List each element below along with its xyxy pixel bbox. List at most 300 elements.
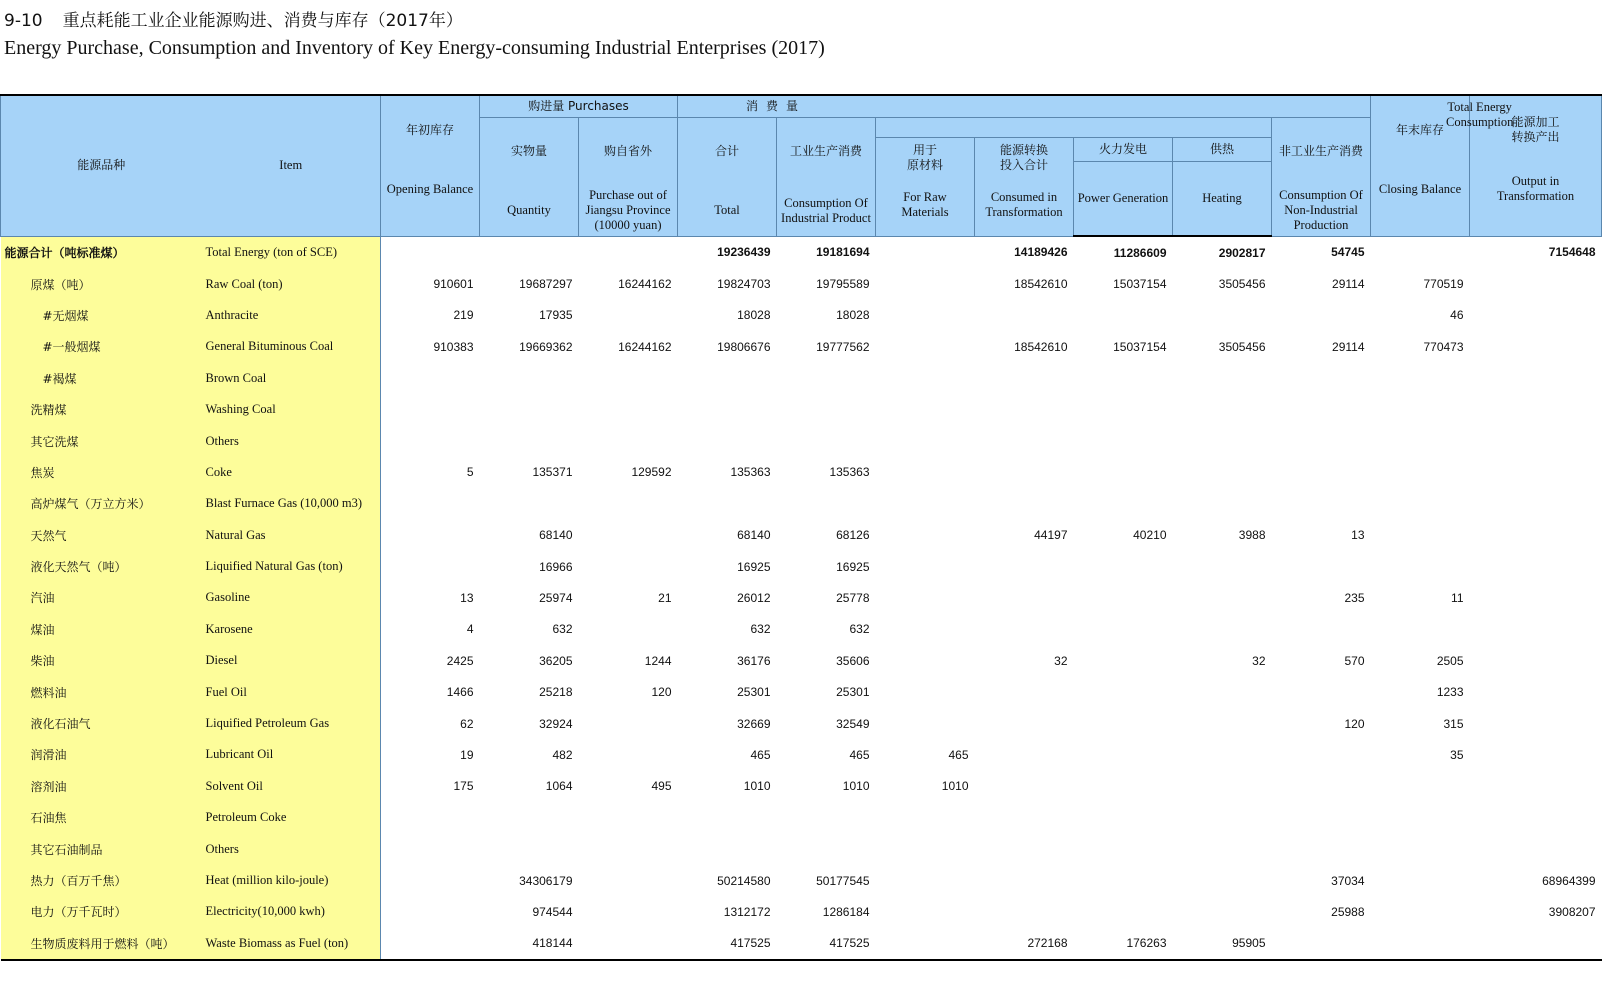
table-row	[1, 268, 1602, 299]
value-cell	[1173, 582, 1272, 613]
value-cell	[975, 739, 1074, 770]
value-cell	[1074, 551, 1173, 582]
row-label-en: Karosene	[202, 614, 381, 645]
header-industrial-cn: 工业生产消费	[789, 144, 862, 158]
value-cell: 32924	[539, 716, 573, 731]
value-cell	[1272, 488, 1371, 519]
value-cell: 19236439	[717, 245, 771, 260]
value-cell: 2425	[446, 653, 474, 668]
value-cell	[1173, 833, 1272, 864]
table-row	[1, 488, 1602, 519]
value-cell	[1470, 802, 1602, 833]
value-cell	[381, 802, 480, 833]
value-cell	[381, 896, 480, 927]
value-cell	[1173, 676, 1272, 707]
value-cell: 1010	[743, 779, 771, 794]
value-cell: 16966	[539, 559, 573, 574]
row-label-cn: 天然气	[1, 520, 202, 551]
value-cell: 482	[552, 747, 573, 762]
row-label-cn: 生物质废料用于燃料（吨）	[1, 928, 202, 960]
row-label-cn: 焦炭	[1, 457, 202, 488]
value-cell	[1470, 708, 1602, 739]
value-cell	[1371, 425, 1470, 456]
value-cell: 770519	[1423, 277, 1464, 292]
value-cell: 129592	[631, 465, 672, 480]
row-label-cn: #一般烟煤	[1, 331, 202, 362]
row-label-en: General Bituminous Coal	[202, 331, 381, 362]
header-nonind-cn: 非工业生产消费	[1279, 144, 1364, 158]
value-cell	[1173, 488, 1272, 519]
value-cell: 120	[651, 685, 672, 700]
value-cell	[1371, 928, 1470, 960]
value-cell	[579, 739, 678, 770]
value-cell	[975, 425, 1074, 456]
value-cell	[1470, 551, 1602, 582]
value-cell	[1074, 457, 1173, 488]
header-outside-cn: 购自省外	[603, 144, 652, 158]
value-cell: 18542610	[1014, 277, 1068, 292]
row-label-en: Liquified Natural Gas (ton)	[202, 551, 381, 582]
table-row	[1, 520, 1602, 551]
value-cell	[1470, 739, 1602, 770]
value-cell: 910601	[433, 277, 474, 292]
row-label-en: Others	[202, 833, 381, 864]
value-cell	[1173, 896, 1272, 927]
value-cell	[975, 394, 1074, 425]
value-cell	[381, 394, 480, 425]
row-label-en: Brown Coal	[202, 363, 381, 394]
value-cell	[381, 425, 480, 456]
row-label-en: Lubricant Oil	[202, 739, 381, 770]
value-cell	[1074, 865, 1173, 896]
value-cell	[381, 236, 480, 268]
value-cell: 25301	[836, 685, 870, 700]
value-cell: 120	[1344, 716, 1365, 731]
value-cell: 219	[453, 308, 474, 323]
value-cell	[381, 520, 480, 551]
table-row	[1, 457, 1602, 488]
value-cell	[876, 551, 975, 582]
value-cell	[1173, 457, 1272, 488]
header-industrial-en2: Industrial Product	[781, 210, 871, 225]
value-cell	[579, 300, 678, 331]
row-label-en: Petroleum Coke	[202, 802, 381, 833]
value-cell	[480, 488, 579, 519]
header-outside-en1: Purchase out of	[589, 188, 667, 202]
value-cell	[480, 802, 579, 833]
header-quantity-en: Quantity	[507, 203, 551, 217]
value-cell: 1312172	[723, 904, 771, 919]
table-number: 9-10	[4, 11, 43, 31]
header-transform-cn2: 投入合计	[999, 157, 1048, 172]
value-cell	[975, 896, 1074, 927]
value-cell	[975, 802, 1074, 833]
row-label-en: Natural Gas	[202, 520, 381, 551]
value-cell	[579, 865, 678, 896]
table-row	[1, 425, 1602, 456]
value-cell: 44197	[1034, 528, 1068, 543]
row-label-cn: #无烟煤	[1, 300, 202, 331]
row-label-en: Waste Biomass as Fuel (ton)	[202, 928, 381, 960]
value-cell	[678, 394, 777, 425]
value-cell	[876, 488, 975, 519]
header-heating: Heating	[1173, 161, 1272, 236]
value-cell: 19824703	[717, 277, 771, 292]
row-label-cn: 液化天然气（吨）	[1, 551, 202, 582]
value-cell	[1371, 771, 1470, 802]
header-raw-en2: Materials	[901, 204, 949, 219]
table-row	[1, 708, 1602, 739]
value-cell	[1371, 236, 1470, 268]
value-cell	[1074, 300, 1173, 331]
row-label-en: Electricity(10,000 kwh)	[202, 896, 381, 927]
value-cell: 18028	[836, 308, 870, 323]
value-cell: 11286609	[1113, 245, 1167, 260]
header-heating-cn: 供热	[1173, 137, 1272, 161]
value-cell: 7154648	[1548, 245, 1596, 260]
header-nonind-en3: Production	[1293, 218, 1349, 232]
row-label-cn: 溶剂油	[1, 771, 202, 802]
value-cell: 4	[466, 622, 474, 637]
value-cell: 17935	[539, 308, 573, 323]
header-power-generation: Power Generation	[1074, 161, 1173, 236]
row-label-cn: 热力（百万千焦）	[1, 865, 202, 896]
header-industrial-en1: Consumption Of	[784, 195, 868, 210]
row-label-en: Diesel	[202, 645, 381, 676]
value-cell	[1173, 300, 1272, 331]
row-label-cn: 电力（万千瓦时）	[1, 896, 202, 927]
table-row	[1, 394, 1602, 425]
value-cell	[1173, 771, 1272, 802]
table-title-en: Energy Purchase, Consumption and Inventory of Key Energy-consuming Industrial Enterprises (2017)	[4, 37, 825, 59]
value-cell: 19687297	[519, 277, 573, 292]
header-output-en1: Output in	[1511, 174, 1560, 188]
value-cell: 13	[460, 590, 474, 605]
value-cell: 3505456	[1218, 339, 1266, 354]
row-label-cn: 燃料油	[1, 676, 202, 707]
table-row	[1, 300, 1602, 331]
value-cell: 465	[750, 747, 771, 762]
value-cell	[480, 425, 579, 456]
value-cell: 37034	[1331, 873, 1365, 888]
row-label-cn: 润滑油	[1, 739, 202, 770]
value-cell: 29114	[1332, 277, 1365, 292]
header-subgroup-spacer	[876, 117, 1272, 137]
value-cell	[777, 363, 876, 394]
value-cell: 19795589	[816, 277, 870, 292]
value-cell: 1064	[545, 779, 573, 794]
value-cell	[1470, 488, 1602, 519]
header-raw-cn2: 原材料	[906, 157, 943, 172]
value-cell	[381, 551, 480, 582]
value-cell	[876, 896, 975, 927]
value-cell: 19777562	[816, 339, 870, 354]
header-raw-en1: For Raw	[903, 189, 947, 204]
header-nonind-en1: Consumption Of	[1279, 188, 1363, 202]
value-cell	[1074, 676, 1173, 707]
value-cell	[1470, 676, 1602, 707]
value-cell: 1233	[1436, 685, 1464, 700]
value-cell	[876, 300, 975, 331]
value-cell: 32549	[836, 716, 870, 731]
value-cell	[876, 394, 975, 425]
value-cell	[480, 394, 579, 425]
value-cell: 570	[1344, 653, 1365, 668]
value-cell: 1244	[644, 653, 672, 668]
value-cell	[975, 771, 1074, 802]
value-cell	[1470, 394, 1602, 425]
value-cell	[381, 928, 480, 960]
header-purchase-outside	[579, 117, 678, 236]
value-cell: 1010	[941, 779, 969, 794]
value-cell	[975, 676, 1074, 707]
value-cell: 50214580	[717, 873, 771, 888]
table-row	[1, 363, 1602, 394]
value-cell	[876, 614, 975, 645]
value-cell	[579, 833, 678, 864]
row-label-en: Total Energy (ton of SCE)	[202, 236, 381, 268]
energy-table	[0, 94, 1602, 961]
value-cell	[579, 394, 678, 425]
value-cell	[975, 457, 1074, 488]
value-cell	[1272, 771, 1371, 802]
value-cell	[876, 236, 975, 268]
value-cell: 315	[1443, 716, 1464, 731]
value-cell	[381, 488, 480, 519]
header-outside-en3: (10000 yuan)	[594, 218, 662, 232]
value-cell	[1173, 614, 1272, 645]
value-cell: 18542610	[1014, 339, 1068, 354]
value-cell	[1470, 833, 1602, 864]
value-cell: 465	[849, 747, 870, 762]
value-cell	[975, 833, 1074, 864]
header-quantity-cn: 实物量	[510, 144, 547, 158]
value-cell	[1173, 551, 1272, 582]
value-cell: 62	[460, 716, 474, 731]
value-cell: 632	[552, 622, 573, 637]
value-cell: 54745	[1331, 245, 1365, 260]
value-cell: 19	[460, 747, 474, 762]
value-cell	[381, 363, 480, 394]
table-row	[1, 582, 1602, 613]
row-label-cn: 煤油	[1, 614, 202, 645]
value-cell	[1272, 551, 1371, 582]
value-cell	[1074, 771, 1173, 802]
value-cell	[1074, 645, 1173, 676]
value-cell	[1074, 896, 1173, 927]
value-cell	[381, 865, 480, 896]
table-row	[1, 865, 1602, 896]
row-label-en: Coke	[202, 457, 381, 488]
value-cell	[1371, 833, 1470, 864]
value-cell	[1371, 802, 1470, 833]
value-cell	[777, 802, 876, 833]
value-cell: 32669	[737, 716, 771, 731]
value-cell	[1371, 457, 1470, 488]
value-cell	[975, 300, 1074, 331]
value-cell	[1371, 394, 1470, 425]
value-cell: 36176	[737, 653, 771, 668]
row-label-en: Heat (million kilo-joule)	[202, 865, 381, 896]
value-cell: 25988	[1331, 904, 1365, 919]
value-cell	[1371, 363, 1470, 394]
value-cell	[1173, 739, 1272, 770]
header-total	[678, 117, 777, 236]
value-cell	[1173, 802, 1272, 833]
value-cell: 26012	[737, 590, 771, 605]
value-cell: 15037154	[1113, 339, 1167, 354]
table-row	[1, 896, 1602, 927]
table-row	[1, 802, 1602, 833]
row-label-cn: 其它洗煤	[1, 425, 202, 456]
value-cell	[1470, 268, 1602, 299]
value-cell: 3988	[1238, 528, 1266, 543]
value-cell	[1470, 457, 1602, 488]
header-closing-cn: 年末库存	[1396, 122, 1445, 137]
value-cell: 68964399	[1542, 873, 1596, 888]
value-cell: 32	[1252, 653, 1266, 668]
value-cell: 14189426	[1014, 245, 1068, 260]
value-cell: 29114	[1332, 339, 1365, 354]
value-cell: 25301	[737, 685, 771, 700]
row-label-en: Anthracite	[202, 300, 381, 331]
table-row	[1, 331, 1602, 362]
value-cell: 16925	[737, 559, 771, 574]
value-cell	[876, 457, 975, 488]
header-transform-en2: Transformation	[985, 204, 1063, 219]
row-label-en: Liquified Petroleum Gas	[202, 708, 381, 739]
value-cell	[1371, 896, 1470, 927]
value-cell	[381, 833, 480, 864]
value-cell	[1272, 457, 1371, 488]
value-cell: 16244162	[618, 339, 672, 354]
value-cell	[1272, 614, 1371, 645]
value-cell	[1272, 802, 1371, 833]
value-cell	[1173, 425, 1272, 456]
row-label-en: Gasoline	[202, 582, 381, 613]
header-consumption-en: Total Energy Consumption	[1446, 100, 1514, 129]
value-cell	[1074, 739, 1173, 770]
value-cell: 68126	[836, 528, 870, 543]
table-row	[1, 771, 1602, 802]
value-cell: 35606	[836, 653, 870, 668]
value-cell: 1286184	[822, 904, 870, 919]
value-cell	[876, 645, 975, 676]
value-cell	[1074, 582, 1173, 613]
value-cell: 1010	[842, 779, 870, 794]
value-cell	[1470, 300, 1602, 331]
row-label-en: Blast Furnace Gas (10,000 m3)	[202, 488, 381, 519]
value-cell	[678, 802, 777, 833]
table-header	[1, 95, 1602, 236]
value-cell: 68140	[737, 528, 771, 543]
value-cell	[1272, 425, 1371, 456]
value-cell: 25974	[539, 590, 573, 605]
header-purchases: 购进量 Purchases	[480, 95, 678, 117]
value-cell	[579, 551, 678, 582]
header-output-cn2: 转换产出	[1511, 130, 1560, 144]
value-cell	[579, 802, 678, 833]
value-cell	[1371, 520, 1470, 551]
value-cell	[579, 896, 678, 927]
value-cell	[1470, 928, 1602, 960]
table-title-cn	[4, 6, 463, 31]
value-cell: 19181694	[816, 245, 870, 260]
row-label-cn: 石油焦	[1, 802, 202, 833]
value-cell	[678, 488, 777, 519]
value-cell: 35	[1450, 747, 1464, 762]
row-label-cn: 其它石油制品	[1, 833, 202, 864]
value-cell: 15037154	[1113, 277, 1167, 292]
table-body	[1, 236, 1602, 960]
value-cell: 95905	[1173, 928, 1272, 960]
header-opening-cn: 年初库存	[405, 122, 454, 137]
value-cell	[579, 614, 678, 645]
value-cell	[1371, 488, 1470, 519]
header-consumption-cn: 消费量	[746, 99, 807, 113]
value-cell	[1074, 802, 1173, 833]
header-item: Item	[202, 95, 381, 236]
value-cell	[975, 363, 1074, 394]
value-cell: 36205	[539, 653, 573, 668]
title-cn-text: 重点耗能工业企业能源购进、消费与库存（2017年）	[62, 11, 463, 31]
value-cell	[876, 363, 975, 394]
value-cell	[975, 582, 1074, 613]
header-non-industrial	[1272, 117, 1371, 236]
value-cell: 632	[750, 622, 771, 637]
value-cell	[876, 331, 975, 362]
header-transform-cn1: 能源转换	[999, 142, 1048, 157]
value-cell	[876, 928, 975, 960]
value-cell: 13	[1351, 528, 1365, 543]
value-cell	[1470, 614, 1602, 645]
value-cell	[876, 865, 975, 896]
value-cell	[1272, 739, 1371, 770]
header-closing-en: Closing Balance	[1378, 181, 1462, 196]
value-cell	[876, 425, 975, 456]
table-row	[1, 676, 1602, 707]
value-cell	[1470, 363, 1602, 394]
value-cell: 770473	[1423, 339, 1464, 354]
value-cell: 175	[453, 779, 474, 794]
value-cell: 46	[1450, 308, 1464, 323]
header-raw-cn1: 用于	[912, 142, 937, 157]
value-cell: 418144	[480, 928, 579, 960]
row-label-cn: 液化石油气	[1, 708, 202, 739]
value-cell	[1272, 394, 1371, 425]
header-opening-balance	[381, 95, 480, 236]
value-cell: 176263	[1074, 928, 1173, 960]
value-cell	[975, 708, 1074, 739]
value-cell	[975, 488, 1074, 519]
row-label-en: Solvent Oil	[202, 771, 381, 802]
header-total-en: Total	[714, 203, 740, 217]
value-cell: 1466	[446, 685, 474, 700]
row-label-cn: #褐煤	[1, 363, 202, 394]
value-cell: 16244162	[618, 277, 672, 292]
value-cell	[1272, 928, 1371, 960]
value-cell	[480, 833, 579, 864]
row-label-cn: 原煤（吨）	[1, 268, 202, 299]
value-cell	[1272, 363, 1371, 394]
table-row	[1, 236, 1602, 268]
value-cell	[876, 802, 975, 833]
value-cell: 34306179	[519, 873, 573, 888]
value-cell: 417525	[678, 928, 777, 960]
value-cell	[876, 268, 975, 299]
header-outside-en2: Jiangsu Province	[585, 203, 671, 217]
value-cell	[678, 363, 777, 394]
